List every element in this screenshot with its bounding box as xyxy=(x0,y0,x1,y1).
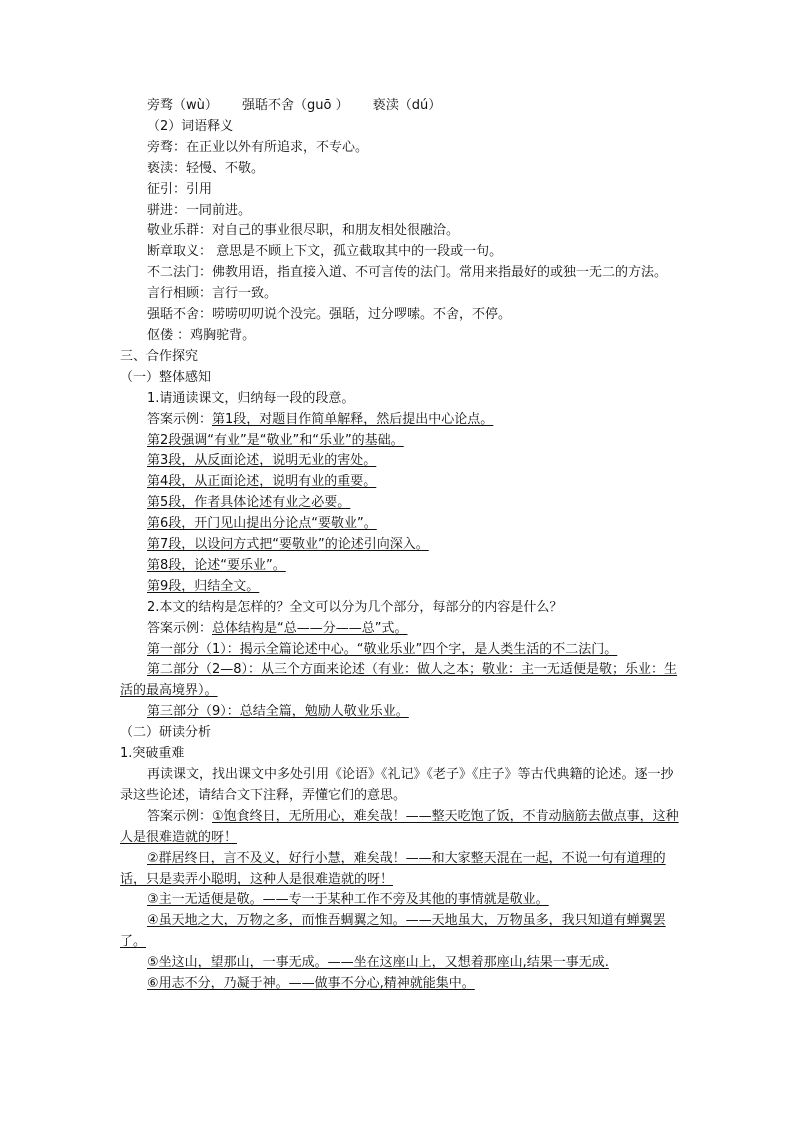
answer-text: 第4段，从正面论述，说明有业的重要。 xyxy=(147,474,377,490)
answer-line xyxy=(120,577,680,598)
answer-text: 第一部分（1）：揭示全篇论述中心。“敬业乐业”四个字，是人类生活的不二法门。 xyxy=(147,641,618,657)
pronunciation-item: 强聒不舍（guō ） xyxy=(242,98,349,113)
vocab-item: 不二法门：佛教用语，指直接入道、不可言传的法门。常用来指最好的或独一无二的方法。 xyxy=(147,265,668,281)
answer-text: ③主一无适便是敬。——专一于某种工作不旁及其他的事情就是敬业。 xyxy=(147,892,549,908)
answer-line xyxy=(120,660,680,702)
answer-label: 答案示例： xyxy=(147,620,213,636)
vocab-item: 伛偻 ：鸡胸驼背。 xyxy=(147,327,256,343)
task-text: 再读课文，找出课文中多处引用《论语》《礼记》《老子》《庄子》等古代典籍的论述。逐一抄录这些论述，请结合文下注释，弄懂它们的意思。 xyxy=(120,767,674,803)
subsection-title: （二）研读分析 xyxy=(120,725,212,741)
vocab-item: 敬业乐群：对自己的事业很尽职，和朋友相处很融洽。 xyxy=(147,223,460,239)
answer-line xyxy=(120,807,680,849)
question: 1.请通读课文，归纳每一段的段意。 xyxy=(147,390,355,406)
section-title: 三、合作探究 xyxy=(120,348,199,364)
answer-label: 答案示例： xyxy=(147,411,213,427)
answer-text: 第6段，开门见山提出分论点“要敬业”。 xyxy=(147,516,377,532)
answer-text: 第9段，归结全文。 xyxy=(147,578,260,594)
subheading: 1.突破重难 xyxy=(120,746,185,762)
pronunciation-line xyxy=(120,96,680,117)
answer-line xyxy=(120,410,680,431)
answer-text: ②群居终日，言不及义，好行小慧，难矣哉！——和大家整天混在一起，不说一句有道理的话，只是卖弄小聪明，这种人是很难造就的呀！ xyxy=(120,850,666,887)
answer-text: 第5段，作者具体论述有业之必要。 xyxy=(147,495,351,511)
answer-text: 第7段，以设问方式把“要敬业”的论述引向深入。 xyxy=(147,537,429,553)
vocab-heading: （2）词语释义 xyxy=(147,118,234,134)
answer-line xyxy=(120,472,680,493)
answer-line xyxy=(120,911,680,953)
answer-text: ④虽天地之大，万物之多，而惟吾蜩翼之知。——天地虽大，万物虽多，我只知道有蝉翼罢了。 xyxy=(120,913,666,950)
answer-text: 第8段，论述“要乐业”。 xyxy=(147,557,286,573)
answer-line xyxy=(120,974,680,995)
answer-text: 第2段强调“有业”是“敬业”和“乐业”的基础。 xyxy=(147,432,404,448)
answer-line xyxy=(120,640,680,661)
vocab-item: 断章取义： 意思是不顾上下文，孤立截取其中的一段或一句。 xyxy=(147,244,503,260)
answer-text: 第1段，对题目作简单解释，然后提出中心论点。 xyxy=(212,411,494,427)
answer-line xyxy=(120,953,680,974)
question: 2.本文的结构是怎样的？全文可以分为几个部分，每部分的内容是什么？ xyxy=(147,599,563,615)
answer-text: ①饱食终日，无所用心，难矣哉！——整天吃饱了饭，不肯动脑筋去做点事，这种人是很难造就的呀！ xyxy=(120,808,679,845)
answer-line xyxy=(120,493,680,514)
vocab-item: 强聒不舍：唠唠叨叨说个没完。强聒，过分啰嗦。不舍，不停。 xyxy=(147,307,512,323)
vocab-item: 征引：引用 xyxy=(147,181,213,197)
vocab-item: 骈进：一同前进。 xyxy=(147,202,252,218)
answer-label: 答案示例： xyxy=(147,808,213,824)
answer-line xyxy=(120,431,680,452)
answer-line xyxy=(120,451,680,472)
answer-line xyxy=(120,849,680,891)
vocab-item: 亵渎：轻慢、不敬。 xyxy=(147,160,265,176)
document-content xyxy=(120,96,680,995)
answer-text: ⑥用志不分，乃凝于神。——做事不分心,精神就能集中。 xyxy=(147,976,475,992)
answer-line xyxy=(120,556,680,577)
answer-text: 总体结构是“总——分——总”式。 xyxy=(212,620,408,636)
answer-line xyxy=(120,535,680,556)
answer-text: 第三部分（9）：总结全篇，勉励人敬业乐业。 xyxy=(147,704,409,720)
answer-line xyxy=(120,890,680,911)
subsection-title: （一）整体感知 xyxy=(120,369,212,385)
answer-text: 第二部分（2—8）：从三个方面来论述（有业：做人之本；敬业：主一无适便是敬；乐业：生活的最高境界）。 xyxy=(120,662,678,699)
answer-text: 第3段，从反面论述，说明无业的害处。 xyxy=(147,453,377,469)
answer-line xyxy=(120,619,680,640)
answer-line xyxy=(120,702,680,723)
pronunciation-item: 亵渎（dú） xyxy=(372,98,442,113)
answer-text: ⑤坐这山，望那山，一事无成。——坐在这座山上，又想着那座山,结果一事无成. xyxy=(147,955,609,971)
vocab-item: 旁骛：在正业以外有所追求，不专心。 xyxy=(147,139,369,155)
vocab-item: 言行相顾：言行一致。 xyxy=(147,286,278,302)
answer-line xyxy=(120,514,680,535)
pronunciation-item: 旁骛（wù） xyxy=(147,98,218,113)
